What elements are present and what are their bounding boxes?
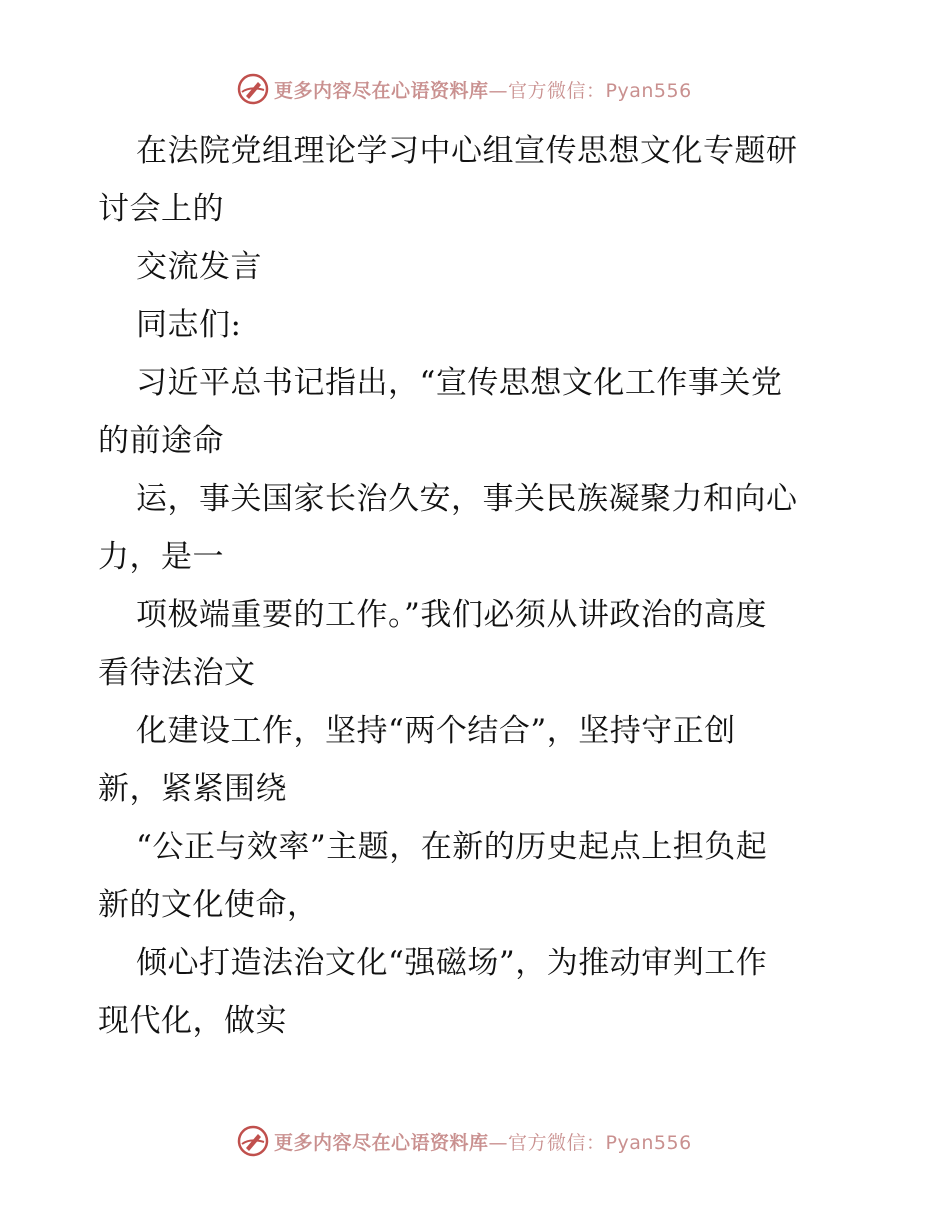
body-line: 现代化，做实 [98, 1003, 287, 1039]
pen-logo-icon [236, 1124, 270, 1158]
footer-banner-main: 更多内容尽在心语资料库 [274, 1131, 489, 1154]
footer-banner-sub: —官方微信：Pyan556 [488, 1131, 692, 1154]
header-banner-main: 更多内容尽在心语资料库 [274, 79, 489, 102]
body-line: 的前途命 [98, 423, 224, 459]
body-line: “公正与效率”主题，在新的历史起点上担负起 [136, 829, 768, 865]
body-line: 看待法治文 [98, 655, 256, 691]
header-banner-text [274, 76, 692, 103]
body-line: 新的文化使命， [98, 887, 319, 923]
body-line: 新，紧紧围绕 [98, 771, 287, 807]
header-banner-sub: —官方微信：Pyan556 [488, 79, 692, 102]
body-line: 倾心打造法治文化“强磁场”，为推动审判工作 [136, 945, 768, 981]
footer-banner-text [274, 1128, 692, 1155]
body-line: 力，是一 [98, 539, 224, 575]
footer-watermark-banner [236, 1124, 692, 1158]
pen-logo-icon [236, 72, 270, 106]
body-line: 运，事关国家长治久安，事关民族凝聚力和向心 [136, 481, 798, 517]
body-line: 化建设工作，坚持“两个结合”，坚持守正创 [136, 713, 736, 749]
document-body [98, 122, 868, 1050]
body-line: 在法院党组理论学习中心组宣传思想文化专题研 [136, 133, 798, 169]
body-line: 交流发言 [136, 249, 262, 285]
body-line: 同志们: [136, 307, 242, 343]
body-line: 习近平总书记指出，“宣传思想文化工作事关党 [136, 365, 783, 401]
body-line: 讨会上的 [98, 191, 224, 227]
header-watermark-banner [236, 72, 692, 106]
body-line: 项极端重要的工作。”我们必须从讲政治的高度 [136, 597, 767, 633]
